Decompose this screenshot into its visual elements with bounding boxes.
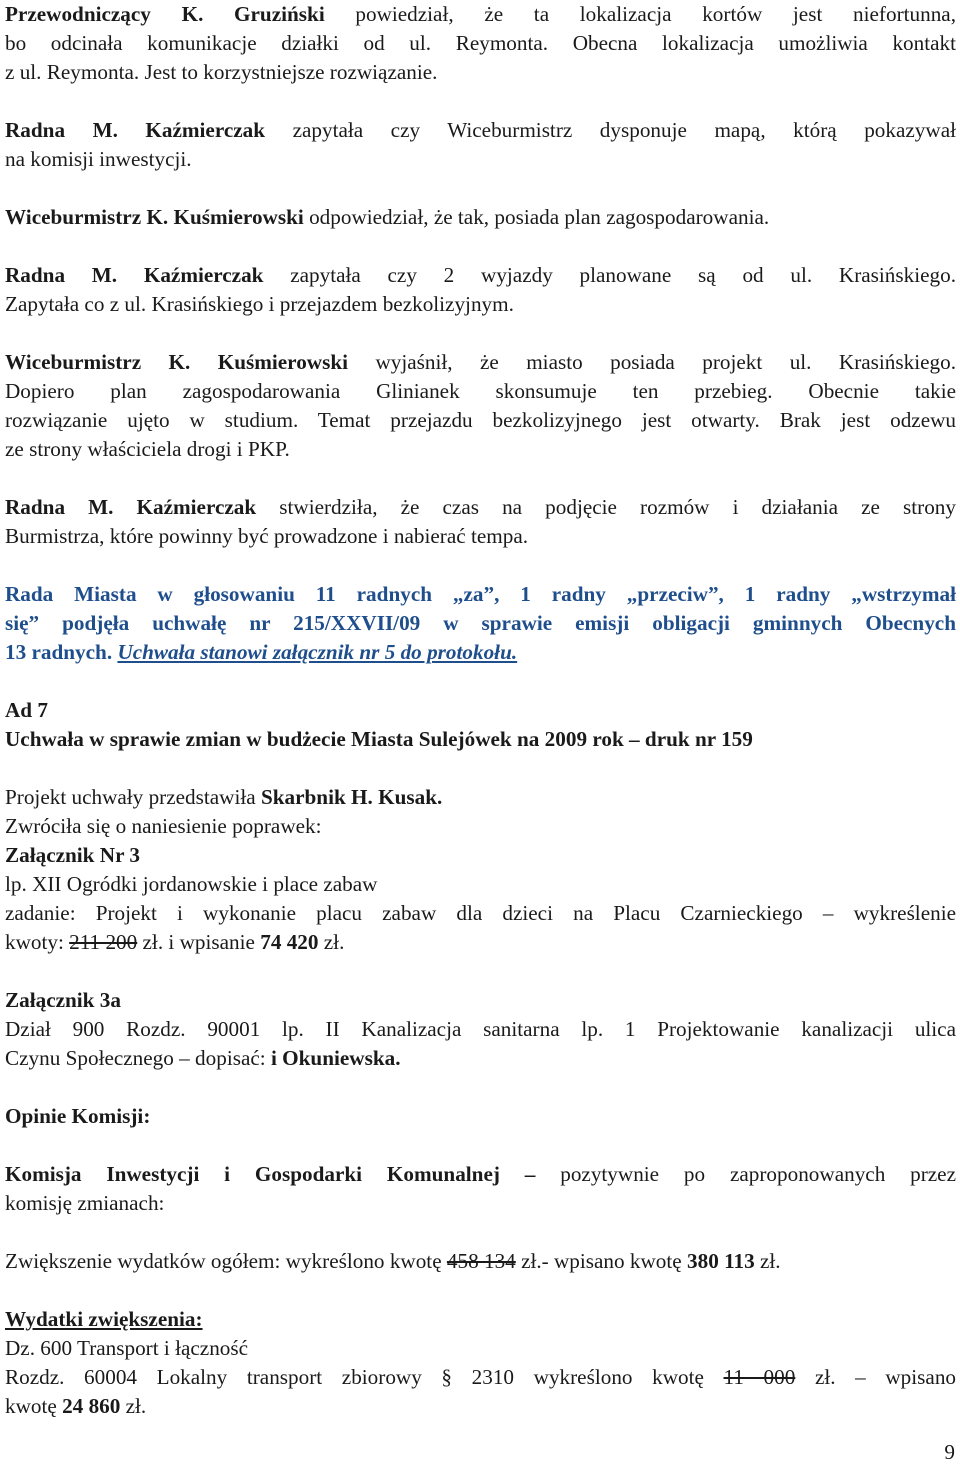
text-line: bo odcinała komunikacje działki od ul. Reymonta. Obecna lokalizacja umożliwia kontakt — [5, 31, 956, 55]
text-line: Dział 900 Rozdz. 90001 lp. II Kanalizacja sanitarna lp. 1 Projektowanie kanalizacji ulica — [5, 1017, 956, 1041]
page-number: 9 — [944, 1440, 955, 1464]
text-line: Zwiększenie wydatków ogółem: wykreślono kwotę — [5, 1249, 447, 1273]
paragraph-kazmierczak-2 — [5, 261, 956, 290]
added-street: i Okuniewska. — [270, 1046, 401, 1070]
committee-name: Komisja Inwestycji i Gospodarki Komunalnej – — [5, 1162, 536, 1186]
text-line: zł. — [754, 1249, 781, 1273]
paragraph-kazmierczak-3 — [5, 493, 956, 522]
text-line: na komisji inwestycji. — [5, 147, 192, 171]
text-line: zapytała czy 2 wyjazdy planowane są od ul. Krasińskiego. — [263, 263, 956, 287]
text-line: zł. — [318, 930, 345, 954]
amount-change-line — [5, 1363, 956, 1392]
new-amount: 74 420 — [260, 930, 319, 954]
text-line: Czynu Społecznego – dopisać: — [5, 1046, 271, 1070]
text-line: Zapytała co z ul. Krasińskiego i przejazdem bezkolizyjnym. — [5, 292, 514, 316]
section-heading: Opinie Komisji: — [5, 1104, 151, 1128]
new-amount: 24 860 — [62, 1394, 121, 1418]
project-presenter-line — [5, 783, 956, 812]
text-line: powiedział, że ta lokalizacja kortów jest niefortunna, — [324, 2, 956, 26]
speaker-name: Radna M. Kaźmierczak — [5, 495, 257, 519]
speaker-name: Przewodniczący K. Gruziński — [5, 2, 325, 26]
speaker-name: Wiceburmistrz K. Kuśmierowski — [5, 205, 304, 229]
section-heading: Wydatki zwiększenia: — [5, 1307, 203, 1331]
old-amount: 11 000 — [723, 1365, 796, 1389]
text-line: Rozdz. 60004 Lokalny transport zbiorowy § 2310 wykreślono kwotę — [5, 1365, 724, 1389]
attachment-note: Uchwała stanowi załącznik nr 5 do protokołu. — [117, 640, 518, 664]
text-line: pozytywnie po zaproponowanych przez — [535, 1162, 956, 1186]
document-page — [5, 0, 956, 1421]
text-line: zł. – wpisano — [795, 1365, 957, 1389]
annex-heading: Załącznik Nr 3 — [5, 843, 140, 867]
paragraph-gruzinski-1 — [5, 0, 956, 29]
text-line: zł.- wpisano kwotę — [515, 1249, 687, 1273]
text-line: ze strony właściciela drogi i PKP. — [5, 437, 290, 461]
new-amount: 380 113 — [687, 1249, 755, 1273]
text-line: kwotę — [5, 1394, 63, 1418]
text-line: lp. XII Ogródki jordanowskie i place zabaw — [5, 872, 378, 896]
agenda-item-heading: Ad 7 — [5, 698, 48, 722]
paragraph-kazmierczak-1 — [5, 116, 956, 145]
agenda-item-title: Uchwała w sprawie zmian w budżecie Miasta Sulejówek na 2009 rok – druk nr 159 — [5, 727, 753, 751]
text-line: odpowiedział, że tak, posiada plan zagospodarowania. — [303, 205, 770, 229]
vote-result-line: Rada Miasta w głosowaniu 11 radnych „za”, 1 radny „przeciw”, 1 radny „wstrzymał — [5, 582, 956, 606]
text-line: z ul. Reymonta. Jest to korzystniejsze rozwiązanie. — [5, 60, 438, 84]
annex-heading: Załącznik 3a — [5, 988, 121, 1012]
text-line: Zwróciła się o naniesienie poprawek: — [5, 814, 322, 838]
text-line: zł. — [120, 1394, 147, 1418]
text-line: zł. i wpisanie — [137, 930, 261, 954]
amount-change-line — [5, 928, 956, 957]
old-amount: 458 134 — [446, 1249, 516, 1273]
text-line — [5, 1044, 956, 1073]
presenter-name: Skarbnik H. Kusak. — [260, 785, 443, 809]
vote-attendance: 13 radnych. — [5, 640, 113, 664]
old-amount: 211 200 — [69, 930, 138, 954]
text-line: Dopiero plan zagospodarowania Glinianek skonsumuje ten przebieg. Obecnie takie — [5, 379, 956, 403]
text-line: Dz. 600 Transport i łączność — [5, 1336, 249, 1360]
text-line: wyjaśnił, że miasto posiada projekt ul. Krasińskiego. — [348, 350, 956, 374]
text-line: Burmistrza, które powinny być prowadzone i nabierać tempa. — [5, 524, 529, 548]
speaker-name: Wiceburmistrz K. Kuśmierowski — [5, 350, 349, 374]
text-line: komisję zmianach: — [5, 1191, 165, 1215]
speaker-name: Radna M. Kaźmierczak — [5, 118, 266, 142]
text-line: Projekt uchwały przedstawiła — [5, 785, 261, 809]
text-line: rozwiązanie ujęto w studium. Temat przejazdu bezkolizyjnego jest otwarty. Brak jest odzewu — [5, 408, 956, 432]
paragraph-kusmierowski-1 — [5, 203, 956, 232]
vote-result-line — [5, 638, 956, 667]
paragraph-kusmierowski-2 — [5, 348, 956, 377]
text-line: stwierdziła, że czas na podjęcie rozmów i działania ze strony — [256, 495, 956, 519]
amount-change-line — [5, 1392, 956, 1421]
amount-change-line — [5, 1247, 956, 1276]
vote-result-line: się” podjęła uchwałę nr 215/XXVII/09 w sprawie emisji obligacji gminnych Obecnych — [5, 611, 956, 635]
text-line: zadanie: Projekt i wykonanie placu zabaw dla dzieci na Placu Czarnieckiego – wykreślenie — [5, 901, 956, 925]
committee-opinion-line — [5, 1160, 956, 1189]
text-line: zapytała czy Wiceburmistrz dysponuje mapą, którą pokazywał — [265, 118, 956, 142]
text-line: kwoty: — [5, 930, 70, 954]
speaker-name: Radna M. Kaźmierczak — [5, 263, 264, 287]
